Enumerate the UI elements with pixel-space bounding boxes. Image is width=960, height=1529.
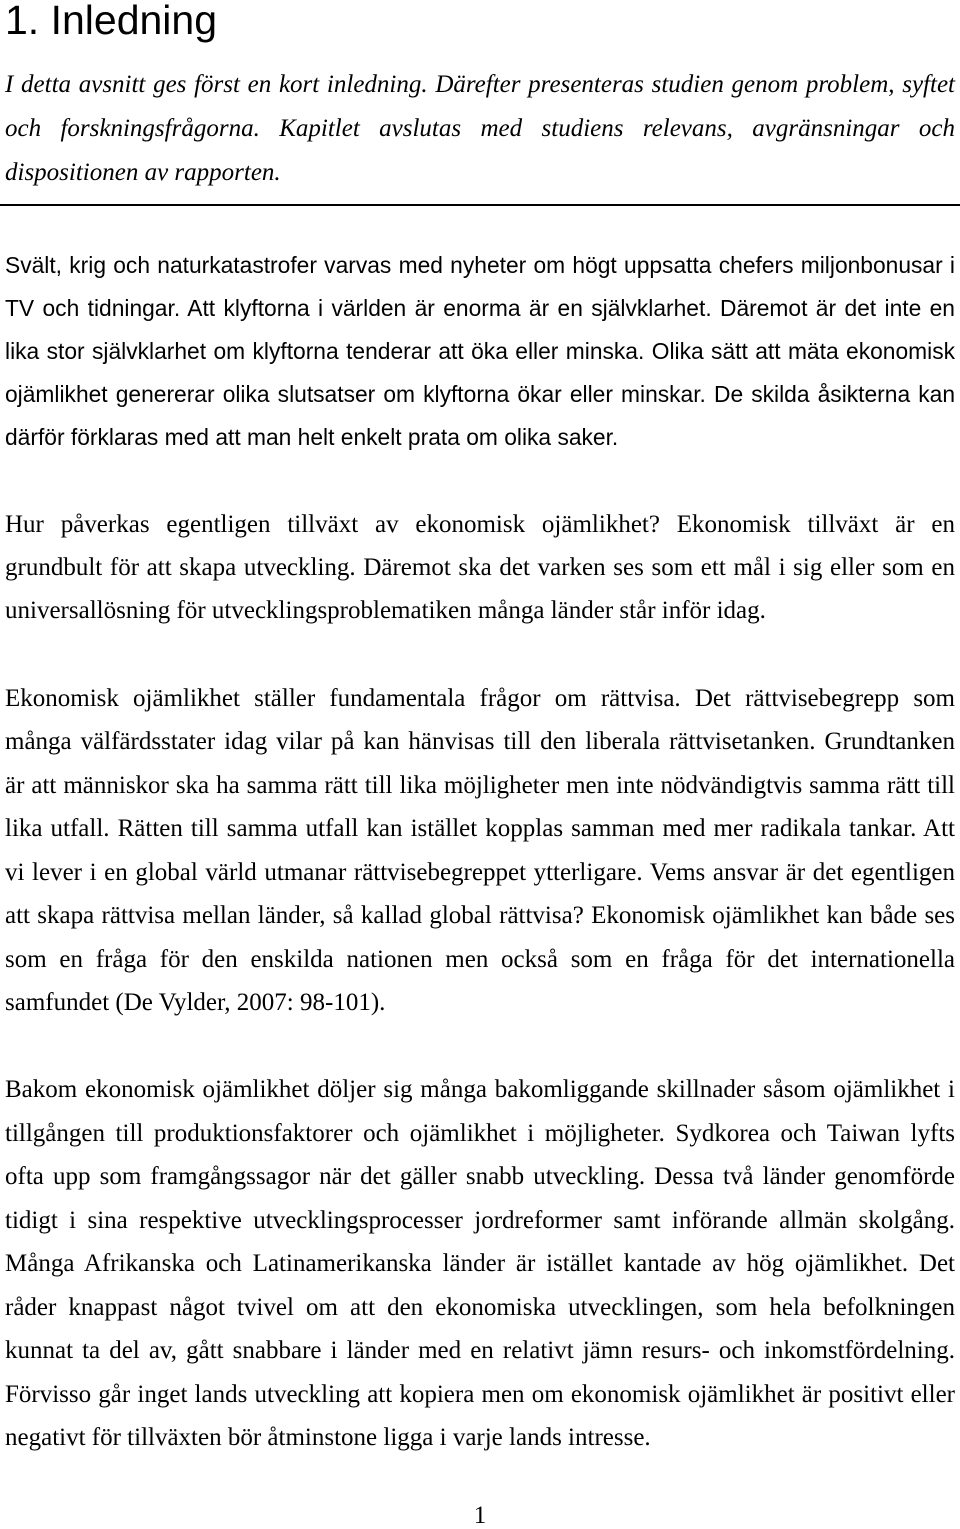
- chapter-heading: 1. Inledning: [5, 0, 218, 43]
- text-line: vi lever i en global värld utmanar rättvisebegreppet ytterligare. Vems ansvar är det egentligen: [5, 858, 955, 886]
- text-line: grundbult för att skapa utveckling. Däremot ska det varken ses som ett mål i sig eller som en: [5, 554, 955, 581]
- paragraph: [5, 1068, 955, 1460]
- text-line: som en fråga för den enskilda nationen men också som en fråga för det internationella: [5, 945, 955, 973]
- text-line: råder knappast något tvivel om att den ekonomiska utvecklingen, som hela befolkningen: [5, 1293, 955, 1321]
- text-line: Förvisso går inget lands utveckling att kopiera men om ekonomisk ojämlikhet är positivt eller: [5, 1380, 955, 1408]
- text-line: lika utfall. Rätten till samma utfall kan istället kopplas samman med mer radikala tankar. Att: [5, 815, 955, 843]
- text-line: att skapa rättvisa mellan länder, så kallad global rättvisa? Ekonomisk ojämlikhet kan både ses: [5, 902, 955, 930]
- text-line: samfundet (De Vylder, 2007: 98-101).: [5, 989, 386, 1017]
- text-line: och forskningsfrågorna. Kapitlet avslutas med studiens relevans, avgränsningar och: [5, 115, 955, 142]
- text-line: tidigt i sina respektive utvecklingsprocesser jordreformer samt införande allmän skolgång.: [5, 1206, 955, 1234]
- text-line: Ekonomisk ojämlikhet ställer fundamentala frågor om rättvisa. Det rättvisebegrepp som: [5, 685, 955, 712]
- text-line: dispositionen av rapporten.: [5, 159, 281, 186]
- text-line: TV och tidningar. Att klyftorna i världen är enorma är en självklarhet. Däremot är det inte en: [5, 295, 955, 321]
- text-line: tillgången till produktionsfaktorer och ojämlikhet i möjligheter. Sydkorea och Taiwan lyfts: [5, 1119, 955, 1147]
- text-line: Många Afrikanska och Latinamerikanska länder är istället kantade av hög ojämlikhet. Det: [5, 1250, 955, 1277]
- text-line: ofta upp som framgångssagor när det gäller snabb utveckling. Dessa två länder genomförde: [5, 1163, 955, 1190]
- section-divider: [0, 204, 960, 206]
- text-line: är att människor ska ha samma rätt till lika möjligheter men inte nödvändigtvis samma rätt till: [5, 771, 955, 799]
- page-number: 1: [473, 1502, 487, 1529]
- text-line: många välfärdsstater idag vilar på kan hänvisas till den liberala rättvisetanken. Grundtanken: [5, 728, 955, 756]
- text-line: negativt för tillväxten bör åtminstone ligga i varje lands intresse.: [5, 1424, 651, 1451]
- text-line: I detta avsnitt ges först en kort inledning. Därefter presenteras studien genom problem, syftet: [5, 71, 955, 98]
- text-line: Hur påverkas egentligen tillväxt av ekonomisk ojämlikhet? Ekonomisk tillväxt är en: [5, 511, 955, 538]
- paragraph: [5, 503, 955, 632]
- text-line: ojämlikhet genererar olika slutsatser om klyftorna ökar eller minskar. De skilda åsikterna kan: [5, 381, 955, 407]
- paragraph: [5, 244, 955, 459]
- text-line: Svält, krig och naturkatastrofer varvas med nyheter om högt uppsatta chefers miljonbonusar i: [5, 252, 955, 278]
- paragraph: [5, 677, 955, 1025]
- text-line: lika stor självklarhet om klyftorna tenderar att öka eller minska. Olika sätt att mäta ekonomisk: [5, 338, 955, 364]
- intro-paragraph: [5, 63, 955, 195]
- text-line: Bakom ekonomisk ojämlikhet döljer sig många bakomliggande skillnader såsom ojämlikhet i: [5, 1076, 955, 1103]
- text-line: universallösning för utvecklingsproblematiken många länder står inför idag.: [5, 597, 766, 624]
- text-line: kunnat ta del av, gått snabbare i länder med en relativt jämn resurs- och inkomstfördelning.: [5, 1337, 955, 1364]
- text-line: därför förklaras med att man helt enkelt prata om olika saker.: [5, 424, 619, 450]
